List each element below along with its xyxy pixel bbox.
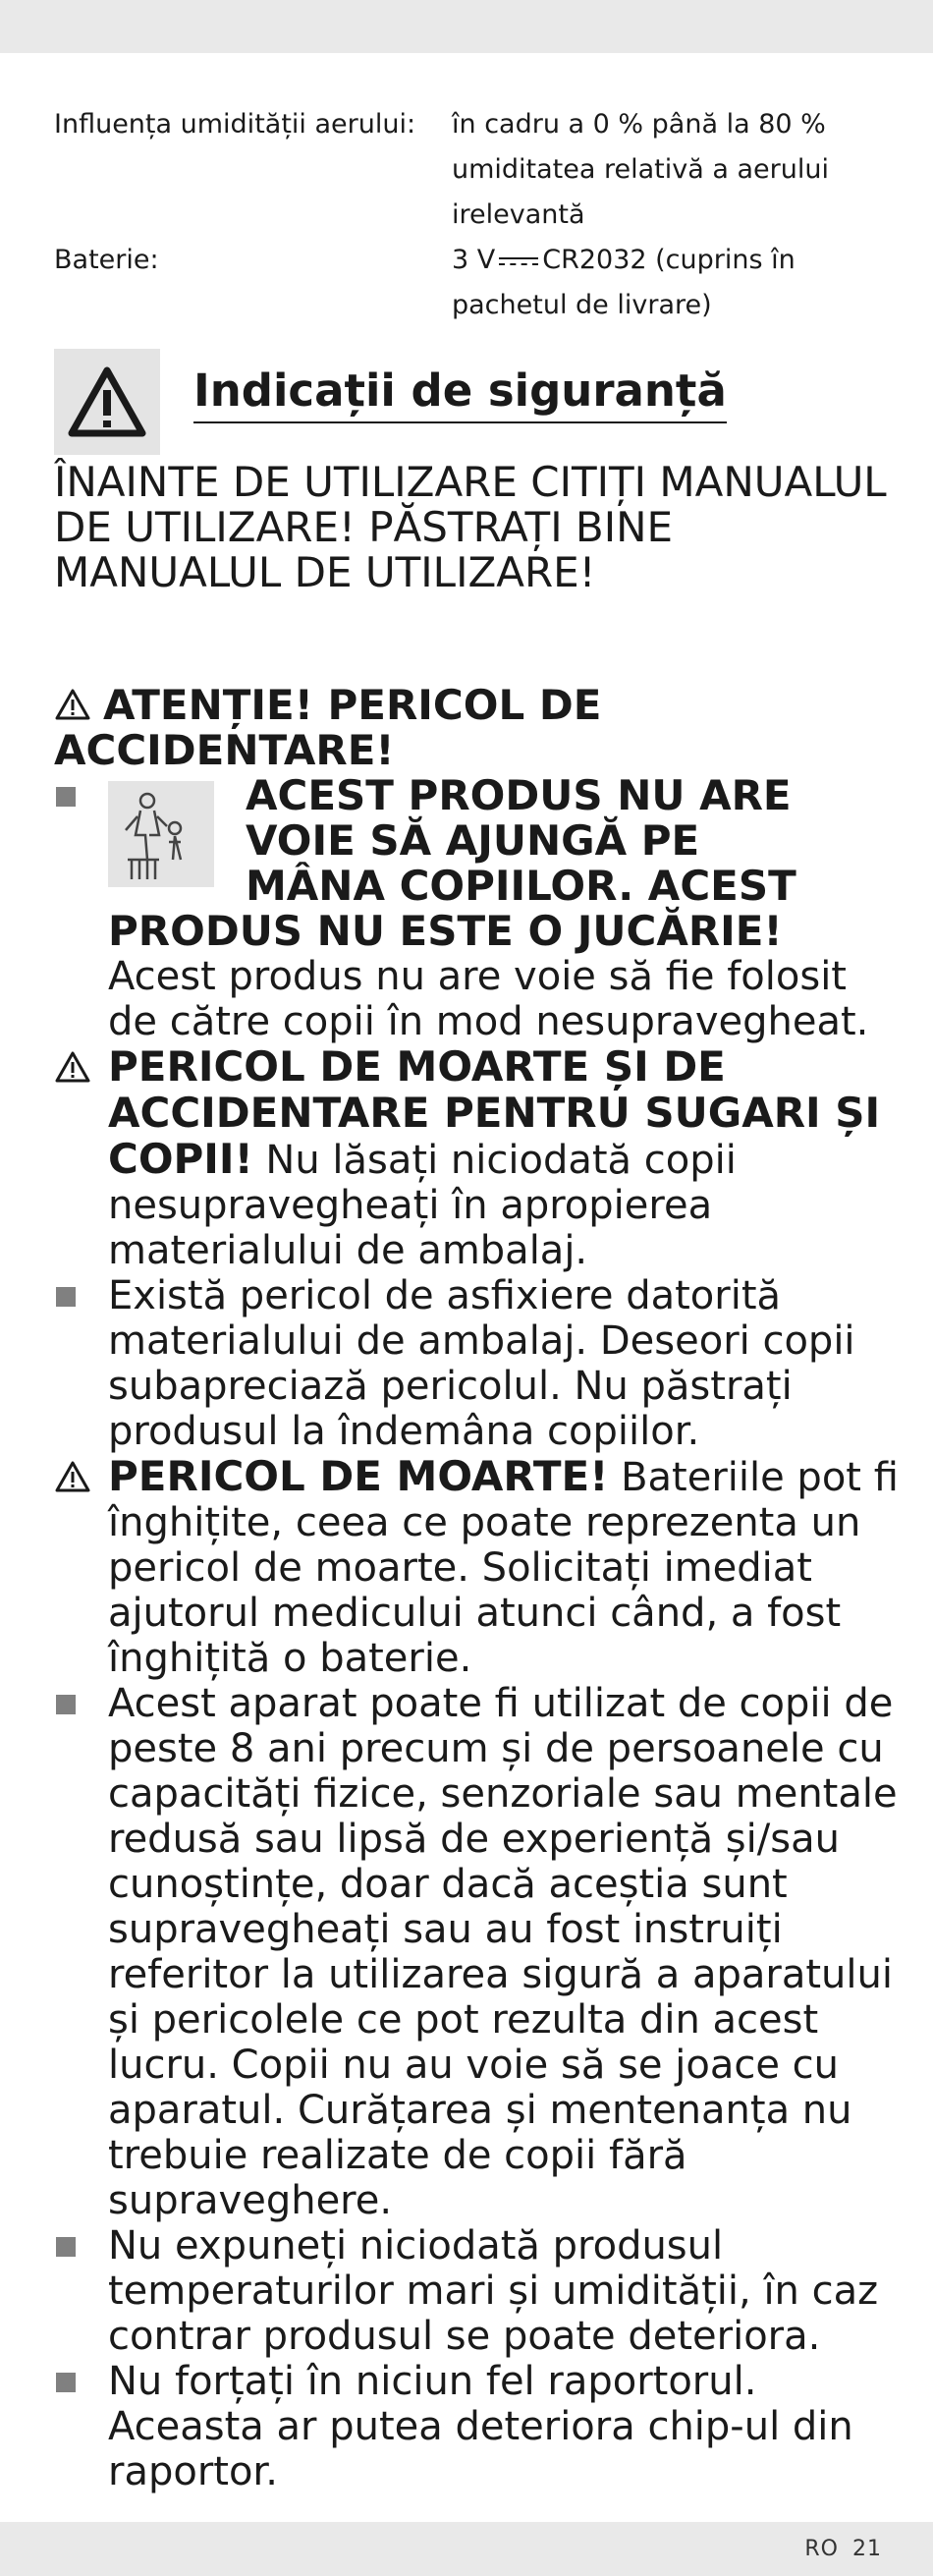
spec-value <box>452 238 864 328</box>
bullet-square-icon <box>56 1695 76 1714</box>
list-item-hazard-battery: PERICOL DE MOARTE! Bateriile pot fi înghițite, ceea ce poate reprezenta un pericol de moarte. Solicitați imediat ajutorul medicului atunci când, a fost înghițită o baterie. <box>54 1454 899 1681</box>
list-item-temperature: Nu expuneți niciodată produsul temperaturilor mari și umidității, în caz contrar produsul se poate deteriora. <box>54 2223 899 2359</box>
safety-header <box>54 349 889 455</box>
list-item-age-restriction: Acest aparat poate fi utilizat de copii de peste 8 ani precum și de persoanele cu capacități fizice, senzoriale sau mentale redusă sau lipsă de experiență și/sau cunoștințe, doar dacă aceștia sunt supravegheați sau au fost instruiți referitor la utilizarea sigură a aparatului și pericolele ce pot rezulta din acest lucru. Copii nu au voie să se joace cu aparatul. Curățarea și mentenanța nu trebuie realizate de copii fără supraveghere. <box>54 1681 899 2223</box>
warning-triangle-icon <box>54 349 160 455</box>
child-warning-text: Acest produs nu are voie să fie folosit de către copii în mod nesupravegheat. <box>108 954 869 1044</box>
warning-triangle-icon <box>54 1460 91 1493</box>
child-warning-icon <box>108 781 214 887</box>
battery-voltage: 3 V <box>452 245 496 275</box>
warning-triangle-icon <box>54 1050 91 1084</box>
intro-warning: ÎNAINTE DE UTILIZARE CITIȚI MANUALUL DE UTILIZARE! PĂSTRAȚI BINE MANUALUL DE UTILIZARE! <box>54 458 887 596</box>
section-title: Indicații de siguranță <box>193 363 727 423</box>
specs-table <box>54 102 889 328</box>
page-number: 21 <box>852 2537 882 2561</box>
safety-content <box>54 683 899 2494</box>
bullet-square-icon <box>56 2237 76 2257</box>
spec-label: Baterie: <box>54 245 159 275</box>
bullet-square-icon <box>56 2373 76 2392</box>
bullet-square-icon <box>56 787 76 807</box>
bullet-square-icon <box>56 1287 76 1307</box>
child-warning-heading: ACEST PRODUS NU ARE VOIE SĂ AJUNGĂ PE MÂNA COPIILOR. ACEST PRODUS NU ESTE O JUCĂRIE! <box>108 771 796 955</box>
battery-type: CR2032 (cuprins în pachetul de livrare) <box>452 245 796 320</box>
spec-row-humidity <box>54 102 889 238</box>
warning-heading: ATENȚIE! PERICOL DE ACCIDENTARE! <box>54 681 602 774</box>
warning-triangle-icon <box>54 688 91 721</box>
spec-label: Influența umidității aerului: <box>54 109 416 140</box>
top-band <box>0 0 933 53</box>
list-item-packaging: Există pericol de asfixiere datorită materialului de ambalaj. Deseori copii subapreciază pericolul. Nu păstrați produsul la îndemâna copiilor. <box>54 1273 899 1454</box>
list-item-children <box>54 773 899 1044</box>
list-item-hazard-suffocation: PERICOL DE MOARTE ȘI DE ACCIDENTARE PENTRU SUGARI ȘI COPII! Nu lăsați niciodată copii nesupravegheați în apropierea materialului de ambalaj. <box>54 1044 899 1273</box>
spec-value: în cadru a 0 % până la 80 % umiditatea relativă a aerului irelevantă <box>452 109 829 230</box>
page-footer <box>791 2537 882 2561</box>
list-item-force: Nu forțați în niciun fel raportorul. Aceasta ar putea deteriora chip-ul din raportor. <box>54 2359 899 2494</box>
dc-current-icon <box>499 254 538 268</box>
language-code: RO <box>804 2537 839 2561</box>
spec-row-battery <box>54 238 889 328</box>
